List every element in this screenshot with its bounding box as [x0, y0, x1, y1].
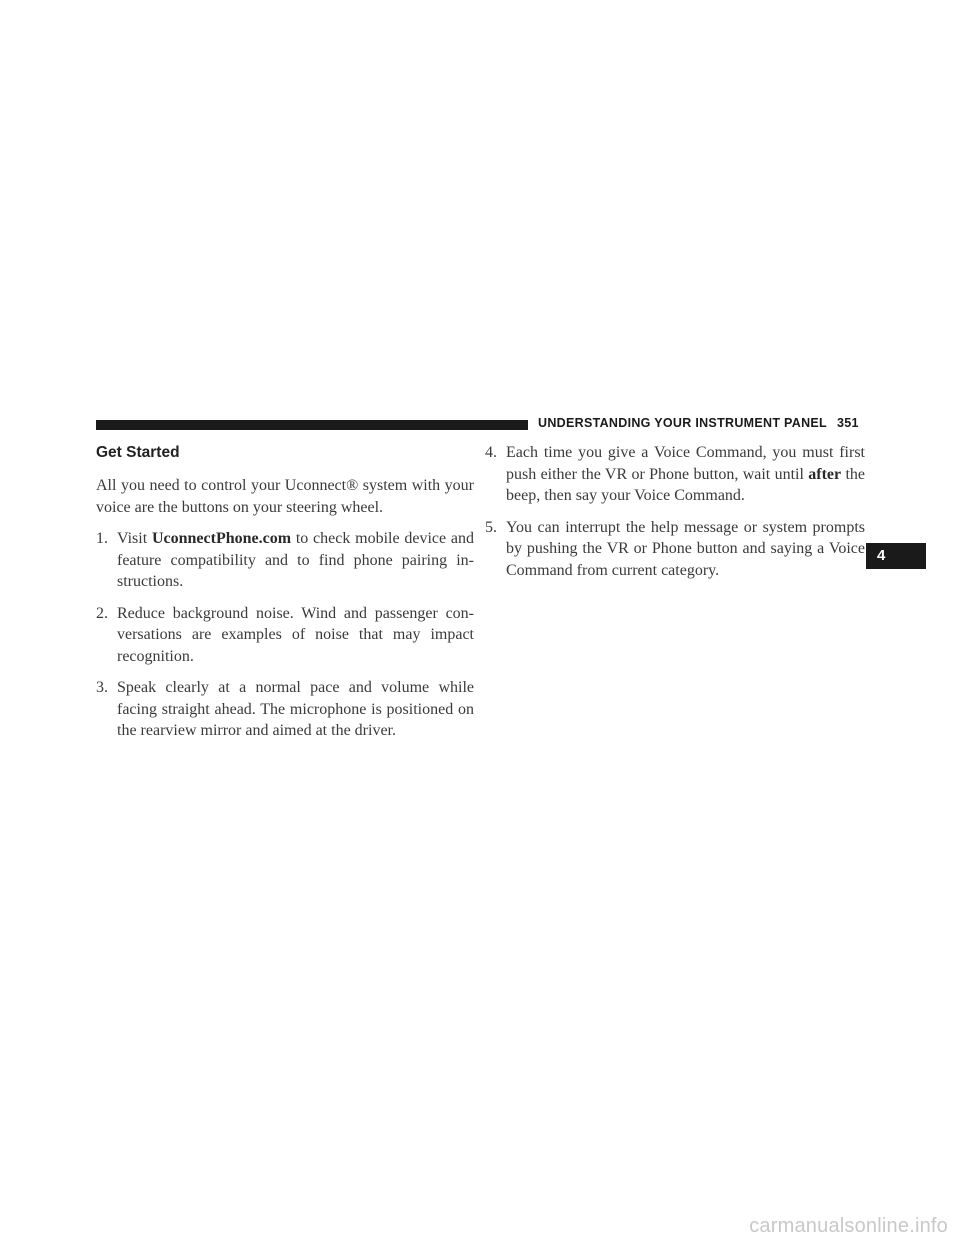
chapter-tab: 4 [866, 543, 926, 569]
list-item [96, 677, 474, 742]
list-item [96, 603, 474, 668]
step-number: 1. [96, 530, 108, 547]
right-column [485, 442, 865, 591]
website-link-text: UconnectPhone.com [151, 530, 292, 547]
steps-list-left [96, 528, 474, 742]
list-item [485, 517, 865, 582]
step-text: to check mobile device and feature compatibility and to find phone pairing in-structions. [117, 530, 475, 590]
list-item [485, 442, 865, 507]
step-number: 4. [485, 444, 497, 461]
header-rule [96, 420, 528, 430]
step-text: Speak clearly at a normal pace and volume while facing straight ahead. The microphone is positioned on the rearview mirror and aimed at the driver. [117, 679, 474, 739]
running-header [538, 416, 859, 430]
step-number: 5. [485, 518, 497, 536]
step-number: 2. [96, 604, 108, 622]
section-heading: Get Started [96, 444, 180, 461]
left-column [96, 444, 474, 752]
step-text: Visit [117, 530, 152, 547]
steps-list-right [485, 442, 865, 581]
section-title: UNDERSTANDING YOUR INSTRUMENT PANEL [538, 416, 827, 430]
step-text: Reduce background noise. Wind and passenger con-versations are examples of noise that may impact recognition. [117, 604, 474, 665]
watermark: carmanualsonline.info [749, 1215, 948, 1237]
emphasis-text: after [808, 465, 842, 483]
step-number: 3. [96, 679, 108, 696]
step-text: You can interrupt the help message or system prompts by pushing the VR or Phone button and saying a Voice Command from current category. [506, 518, 865, 579]
list-item [96, 528, 474, 593]
intro-paragraph: All you need to control your Uconnect® system with your voice are the buttons on your steering wheel. [96, 477, 474, 516]
page-number: 351 [836, 416, 859, 430]
step-text: the beep, then say your Voice Command. [506, 465, 866, 504]
step-text: Each time you give a Voice Command, you must first push either the VR or Phone button, wait until [506, 444, 865, 483]
